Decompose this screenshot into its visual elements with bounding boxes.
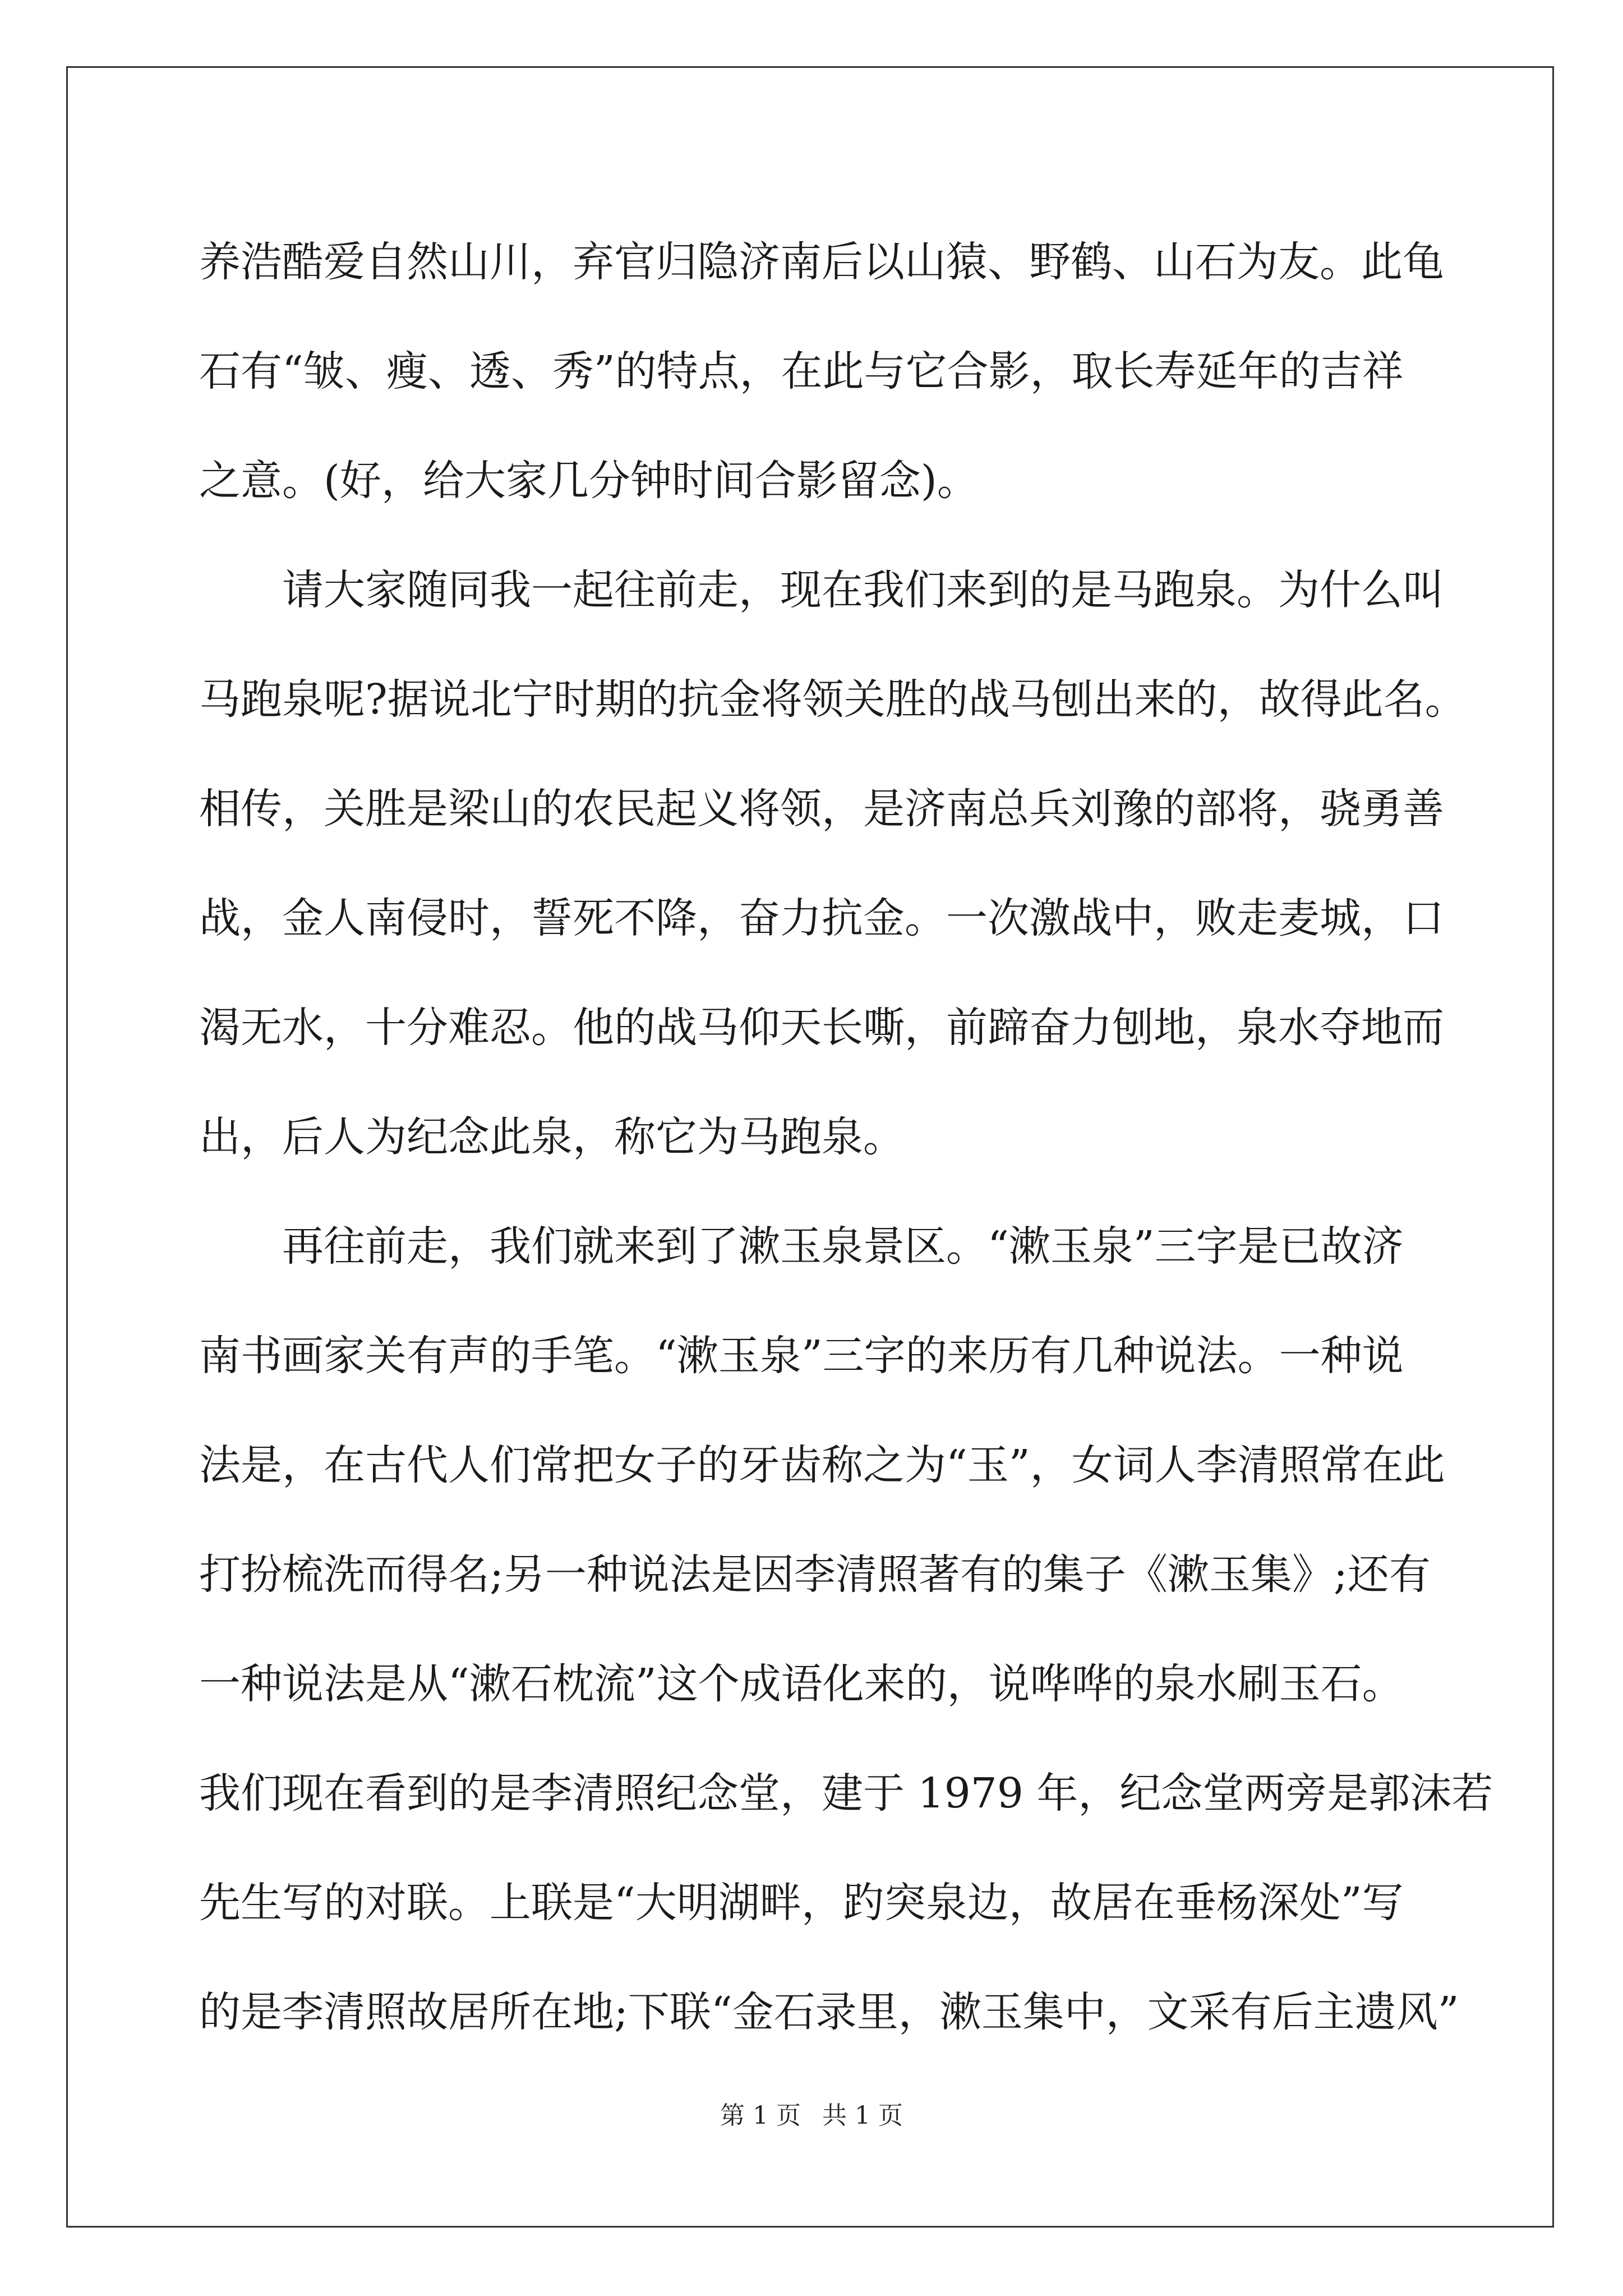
page-footer	[0, 2095, 1623, 2131]
document-body	[199, 208, 1493, 2067]
text-line: 相传，关胜是梁山的农民起义将领，是济南总兵刘豫的部将，骁勇善	[199, 785, 1444, 833]
text-line: 战，金人南侵时，誓死不降，奋力抗金。一次激战中，败走麦城，口	[199, 894, 1444, 942]
text-line: 石有“皱、瘦、透、秀”的特点，在此与它合影，取长寿延年的吉祥	[199, 347, 1404, 395]
text-line: 渴无水，十分难忍。他的战马仰天长嘶，前蹄奋力刨地，泉水夺地而	[199, 1004, 1444, 1052]
text-line: 马跑泉呢?据说北宁时期的抗金将领关胜的战马刨出来的，故得此名。	[199, 675, 1467, 724]
text-line: 之意。(好，给大家几分钟时间合影留念)。	[199, 457, 979, 505]
text-line: 一种说法是从“漱石枕流”这个成语化来的，说哗哗的泉水刷玉石。	[199, 1660, 1404, 1708]
text-line: 南书画家关有声的手笔。“漱玉泉”三字的来历有几种说法。一种说	[199, 1332, 1404, 1380]
text-line: 法是，在古代人们常把女子的牙齿称之为“玉”，女词人李清照常在此	[199, 1441, 1445, 1489]
page-total: 共 1 页	[822, 2101, 903, 2130]
text-line: 出，后人为纪念此泉，称它为马跑泉。	[199, 1113, 905, 1161]
text-line: 我们现在看到的是李清照纪念堂，建于 1979 年，纪念堂两旁是郭沫若	[199, 1769, 1493, 1818]
text-line: 打扮梳洗而得名;另一种说法是因李清照著有的集子《漱玉集》;还有	[199, 1550, 1431, 1599]
text-line: 再往前走，我们就来到了漱玉泉景区。“漱玉泉”三字是已故济	[199, 1222, 1404, 1271]
text-line: 请大家随同我一起往前走，现在我们来到的是马跑泉。为什么叫	[199, 566, 1444, 614]
text-line: 养浩酷爱自然山川，弃官归隐济南后以山猿、野鹤、山石为友。此龟	[199, 238, 1444, 286]
text-line: 的是李清照故居所在地;下联“金石录里，漱玉集中，文采有后主遗风”	[199, 1988, 1459, 2036]
text-line: 先生写的对联。上联是“大明湖畔，趵突泉边，故居在垂杨深处”写	[199, 1879, 1404, 1927]
page-number: 第 1 页	[720, 2101, 801, 2130]
